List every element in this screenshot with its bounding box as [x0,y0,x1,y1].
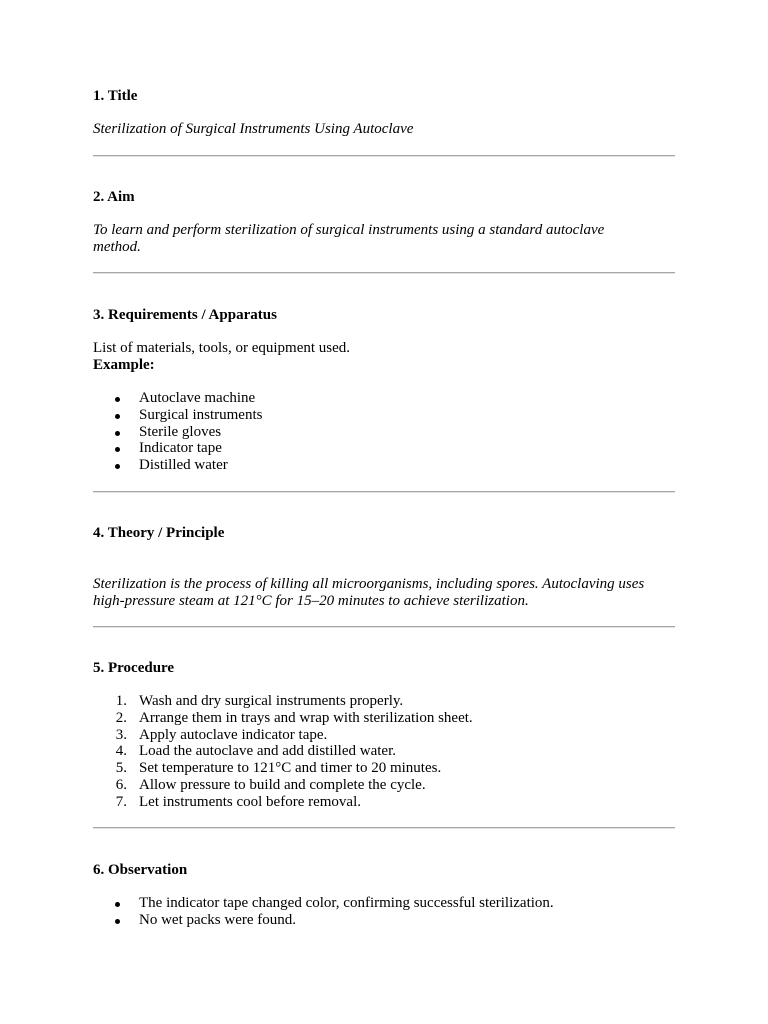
step-text: Set temperature to 121°C and timer to 20 minutes. [139,760,442,777]
list-item [93,912,675,929]
step-number: 1. [115,693,127,709]
list-item-text: Indicator tape [139,440,222,457]
step-number: 7. [115,793,127,810]
divider [93,155,675,157]
section-title-heading: 1. Title [93,88,138,104]
divider [93,491,675,493]
divider [93,827,675,829]
step-text: Let instruments cool before removal. [139,793,362,810]
theory-text-line-1: Sterilization is the process of killing all microorganisms, including spores. Autoclaving uses [93,576,645,592]
requirements-list [93,390,675,474]
bullet-icon [115,397,120,402]
section-observation-heading: 6. Observation [93,862,188,878]
procedure-list [93,693,675,811]
bullet-icon [115,919,120,924]
list-item [93,693,675,710]
section-aim-heading: 2. Aim [93,189,135,205]
step-text: Allow pressure to build and complete the cycle. [139,776,426,793]
theory-text-line-2: high-pressure steam at 121°C for 15–20 minutes to achieve sterilization. [93,593,529,609]
step-number: 4. [115,743,127,760]
list-item-text: The indicator tape changed color, confirming successful sterilization. [139,895,554,911]
list-item [93,777,675,794]
step-number: 2. [115,709,127,726]
list-item-text: Sterile gloves [139,423,222,440]
bullet-icon [115,447,120,452]
list-item [93,743,675,760]
section-requirements-heading: 3. Requirements / Apparatus [93,307,277,323]
list-item [93,457,675,474]
list-item-text: No wet packs were found. [139,911,297,928]
list-item-text: Autoclave machine [139,390,256,406]
list-item [93,727,675,744]
bullet-icon [115,414,120,419]
divider [93,272,675,274]
list-item [93,760,675,777]
list-item [93,407,675,424]
list-item [93,710,675,727]
step-text: Wash and dry surgical instruments properly. [139,693,404,709]
list-item [93,424,675,441]
list-item [93,794,675,811]
step-text: Load the autoclave and add distilled water. [139,743,396,760]
step-number: 3. [115,726,127,743]
section-procedure-heading: 5. Procedure [93,660,175,676]
list-item-text: Distilled water [139,457,228,474]
list-item [93,895,675,912]
step-text: Arrange them in trays and wrap with sterilization sheet. [139,709,473,726]
step-number: 5. [115,760,127,777]
list-item [93,390,675,407]
bullet-icon [115,464,120,469]
step-text: Apply autoclave indicator tape. [139,726,328,743]
bullet-icon [115,431,120,436]
requirements-intro: List of materials, tools, or equipment used. [93,340,351,356]
step-number: 6. [115,776,127,793]
aim-text-line-1: To learn and perform sterilization of surgical instruments using a standard autoclave [93,222,605,238]
bullet-icon [115,902,120,907]
section-theory-heading: 4. Theory / Principle [93,525,225,541]
list-item-text: Surgical instruments [139,406,263,423]
observation-list [93,895,675,929]
example-label: Example: [93,357,155,373]
list-item [93,440,675,457]
title-text: Sterilization of Surgical Instruments Using Autoclave [93,121,414,137]
divider [93,626,675,628]
aim-text-line-2: method. [93,239,141,255]
